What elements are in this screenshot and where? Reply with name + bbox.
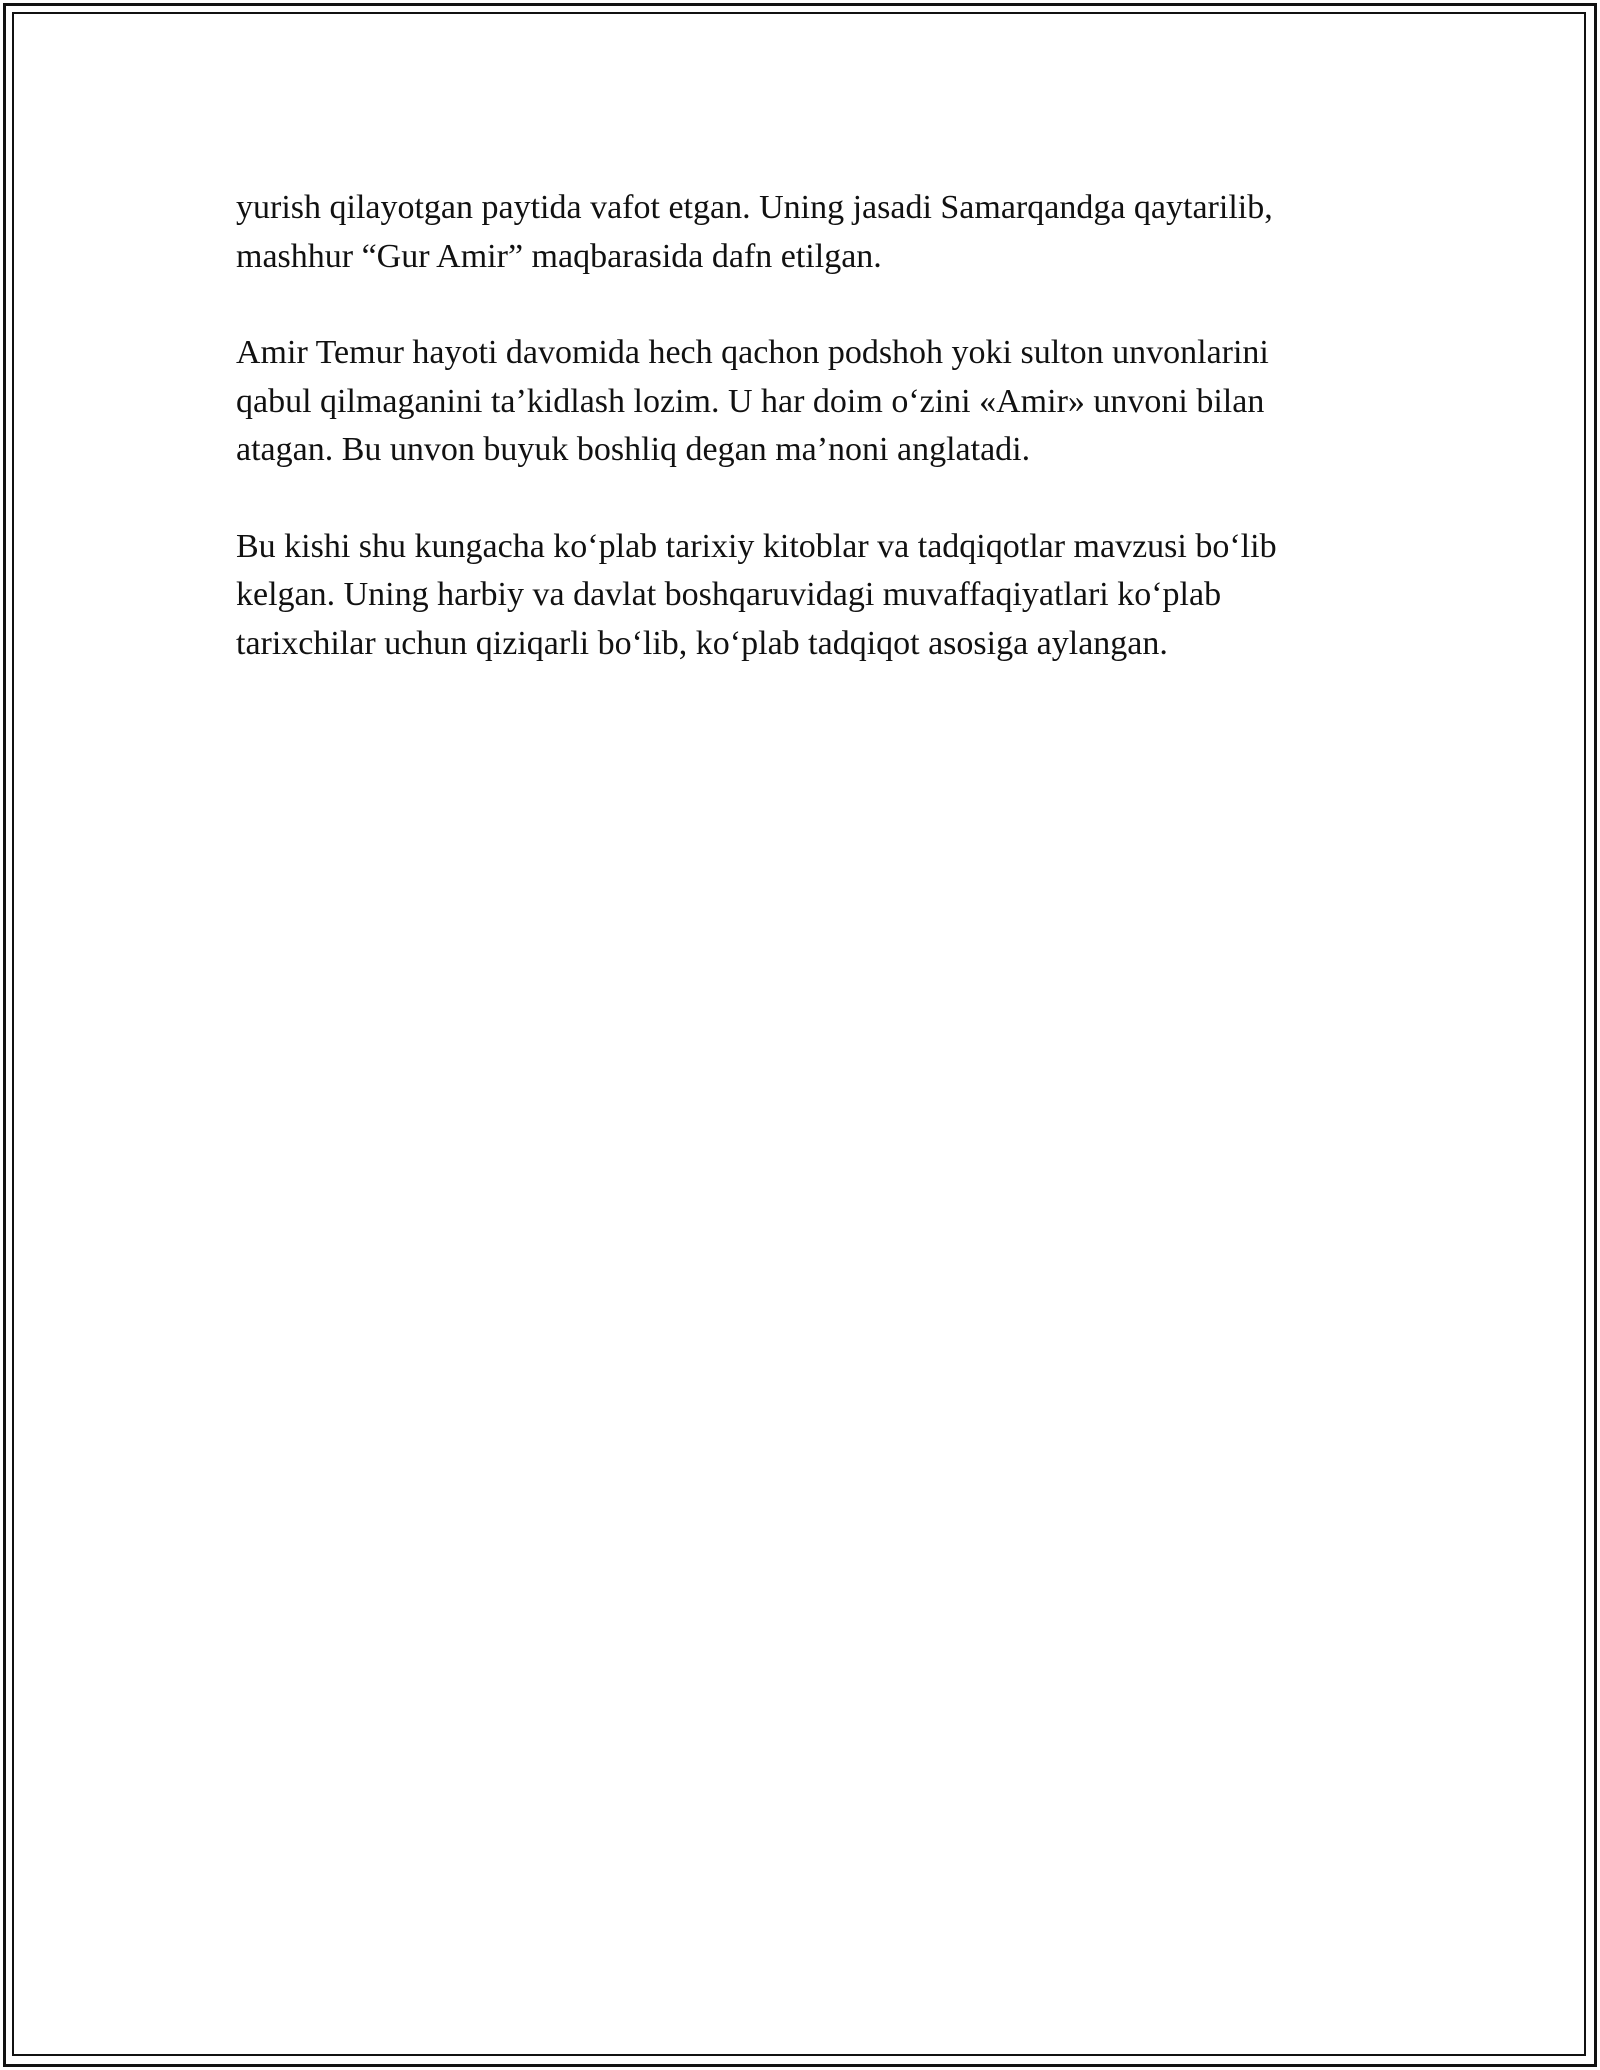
paragraph-line: kelgan. Uning harbiy va davlat boshqaruvidagi muvaffaqiyatlari ko‘plab [236,576,1222,613]
paragraph-line: qabul qilmaganini ta’kidlash lozim. U har doim o‘zini «Amir» unvoni bilan [236,382,1265,420]
paragraph-line: mashhur “Gur Amir” maqbarasida dafn etilgan. [236,237,882,275]
paragraph-2 [236,329,1376,475]
paragraph-line: Bu kishi shu kungacha ko‘plab tarixiy kitoblar va tadqiqotlar mavzusi bo‘lib [236,527,1277,565]
paragraph-line: Amir Temur hayoti davomida hech qachon podshoh yoki sulton unvonlarini [236,334,1269,371]
document-body [236,184,1376,716]
paragraph-line: tarixchilar uchun qiziqarli bo‘lib, ko‘plab tadqiqot asosiga aylangan. [236,624,1168,662]
paragraph-3 [236,523,1376,669]
paragraph-line: yurish qilayotgan paytida vafot etgan. Uning jasadi Samarqandga qaytarilib, [236,189,1273,226]
paragraph-line: atagan. Bu unvon buyuk boshliq degan ma’noni anglatadi. [236,431,1031,468]
paragraph-1 [236,184,1376,281]
